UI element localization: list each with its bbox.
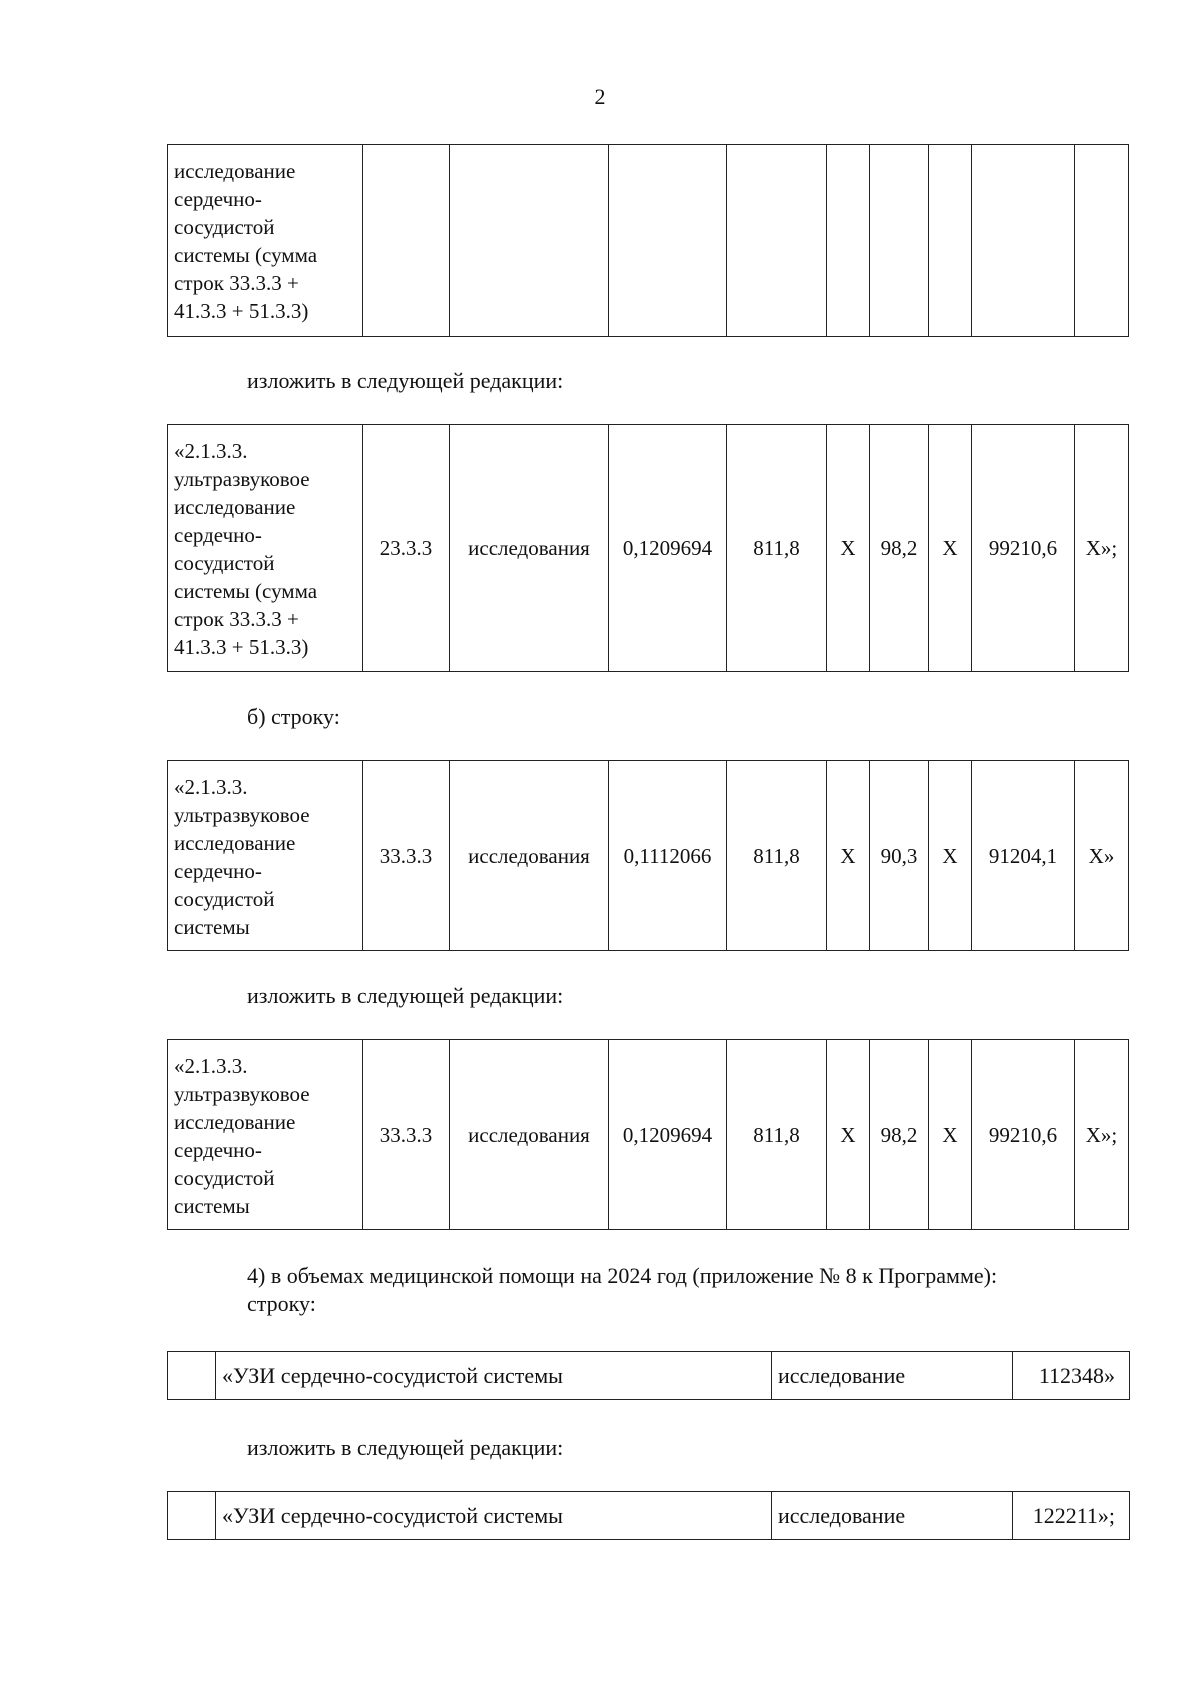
paragraph-instruction: изложить в следующей редакции: — [247, 368, 564, 393]
paragraph-line: строку: — [247, 1291, 316, 1316]
name-line: исследование — [174, 831, 296, 855]
cost-cell: 811,8 — [727, 425, 827, 672]
name-line: сердечно- — [174, 523, 262, 547]
norm-cell: 0,1209694 — [609, 1040, 727, 1230]
value-cell: Х»; — [1075, 425, 1129, 672]
value-cell: Х — [827, 1040, 870, 1230]
name-line: «2.1.3.3. — [174, 439, 248, 463]
name-line: сосудистой — [174, 551, 275, 575]
row-name-cell — [168, 145, 363, 337]
name-line: ультразвуковое — [174, 803, 310, 827]
table-row — [168, 1352, 1130, 1400]
name-line: системы — [174, 915, 250, 939]
value-cell: Х — [827, 425, 870, 672]
name-line: строк 33.3.3 + — [174, 271, 299, 295]
row-name-cell — [168, 761, 363, 951]
value-cell: 98,2 — [870, 425, 929, 672]
volume-cell: 112348» — [1013, 1352, 1130, 1400]
value-cell: 90,3 — [870, 761, 929, 951]
value-cell — [972, 145, 1075, 337]
paragraph-instruction: изложить в следующей редакции: — [247, 983, 564, 1008]
unit-cell: исследования — [450, 761, 609, 951]
value-cell — [827, 145, 870, 337]
paragraph-line: 4) в объемах медицинской помощи на 2024 год (приложение № 8 к Программе): — [247, 1263, 998, 1288]
table-row — [168, 761, 1129, 951]
row-code-cell: 33.3.3 — [363, 1040, 450, 1230]
table-old-row-continuation — [167, 144, 1129, 337]
service-name-cell: «УЗИ сердечно-сосудистой системы — [216, 1352, 772, 1400]
name-line: исследование — [174, 495, 296, 519]
name-line: системы (сумма — [174, 579, 318, 603]
name-line: системы — [174, 1194, 250, 1218]
table-row — [168, 145, 1129, 337]
value-cell: 99210,6 — [972, 1040, 1075, 1230]
name-line: системы (сумма — [174, 243, 318, 267]
name-line: сердечно- — [174, 1138, 262, 1162]
paragraph-instruction: изложить в следующей редакции: — [247, 1435, 564, 1460]
row-code-cell: 23.3.3 — [363, 425, 450, 672]
row-number-cell — [168, 1492, 216, 1540]
unit-cell: исследования — [450, 1040, 609, 1230]
value-cell: Х» — [1075, 761, 1129, 951]
name-line: сердечно- — [174, 187, 262, 211]
name-line: сосудистой — [174, 215, 275, 239]
table-row — [168, 1040, 1129, 1230]
unit-cell: исследование — [772, 1352, 1013, 1400]
volume-cell: 122211»; — [1013, 1492, 1130, 1540]
row-code-cell — [363, 145, 450, 337]
paragraph-item-4 — [247, 1262, 997, 1318]
value-cell: Х — [929, 425, 972, 672]
name-line: 41.3.3 + 51.3.3) — [174, 299, 309, 323]
name-line: ультразвуковое — [174, 1082, 310, 1106]
name-line: сосудистой — [174, 887, 275, 911]
table-old-row — [167, 760, 1129, 951]
row-number-cell — [168, 1352, 216, 1400]
service-name-cell: «УЗИ сердечно-сосудистой системы — [216, 1492, 772, 1540]
name-line: «2.1.3.3. — [174, 1054, 248, 1078]
unit-cell: исследование — [772, 1492, 1013, 1540]
value-cell — [870, 145, 929, 337]
name-line: сосудистой — [174, 1166, 275, 1190]
cost-cell — [727, 145, 827, 337]
name-line: исследование — [174, 159, 296, 183]
table-new-row — [167, 1039, 1129, 1230]
norm-cell: 0,1112066 — [609, 761, 727, 951]
unit-cell — [450, 145, 609, 337]
value-cell — [1075, 145, 1129, 337]
norm-cell — [609, 145, 727, 337]
row-name-cell — [168, 1040, 363, 1230]
table-volume-old — [167, 1351, 1130, 1400]
name-line: строк 33.3.3 + — [174, 607, 299, 631]
page-number: 2 — [594, 84, 606, 109]
name-line: 41.3.3 + 51.3.3) — [174, 635, 309, 659]
table-row — [168, 425, 1129, 672]
value-cell: 98,2 — [870, 1040, 929, 1230]
value-cell — [929, 145, 972, 337]
cost-cell: 811,8 — [727, 1040, 827, 1230]
value-cell: Х — [827, 761, 870, 951]
paragraph-b-row: б) строку: — [247, 704, 340, 729]
value-cell: 91204,1 — [972, 761, 1075, 951]
table-row — [168, 1492, 1130, 1540]
norm-cell: 0,1209694 — [609, 425, 727, 672]
row-code-cell: 33.3.3 — [363, 761, 450, 951]
name-line: ультразвуковое — [174, 467, 310, 491]
value-cell: Х — [929, 761, 972, 951]
value-cell: Х»; — [1075, 1040, 1129, 1230]
row-name-cell — [168, 425, 363, 672]
value-cell: 99210,6 — [972, 425, 1075, 672]
table-volume-new — [167, 1491, 1130, 1540]
table-new-row-sum — [167, 424, 1129, 672]
name-line: сердечно- — [174, 859, 262, 883]
cost-cell: 811,8 — [727, 761, 827, 951]
unit-cell: исследования — [450, 425, 609, 672]
value-cell: Х — [929, 1040, 972, 1230]
name-line: «2.1.3.3. — [174, 775, 248, 799]
name-line: исследование — [174, 1110, 296, 1134]
